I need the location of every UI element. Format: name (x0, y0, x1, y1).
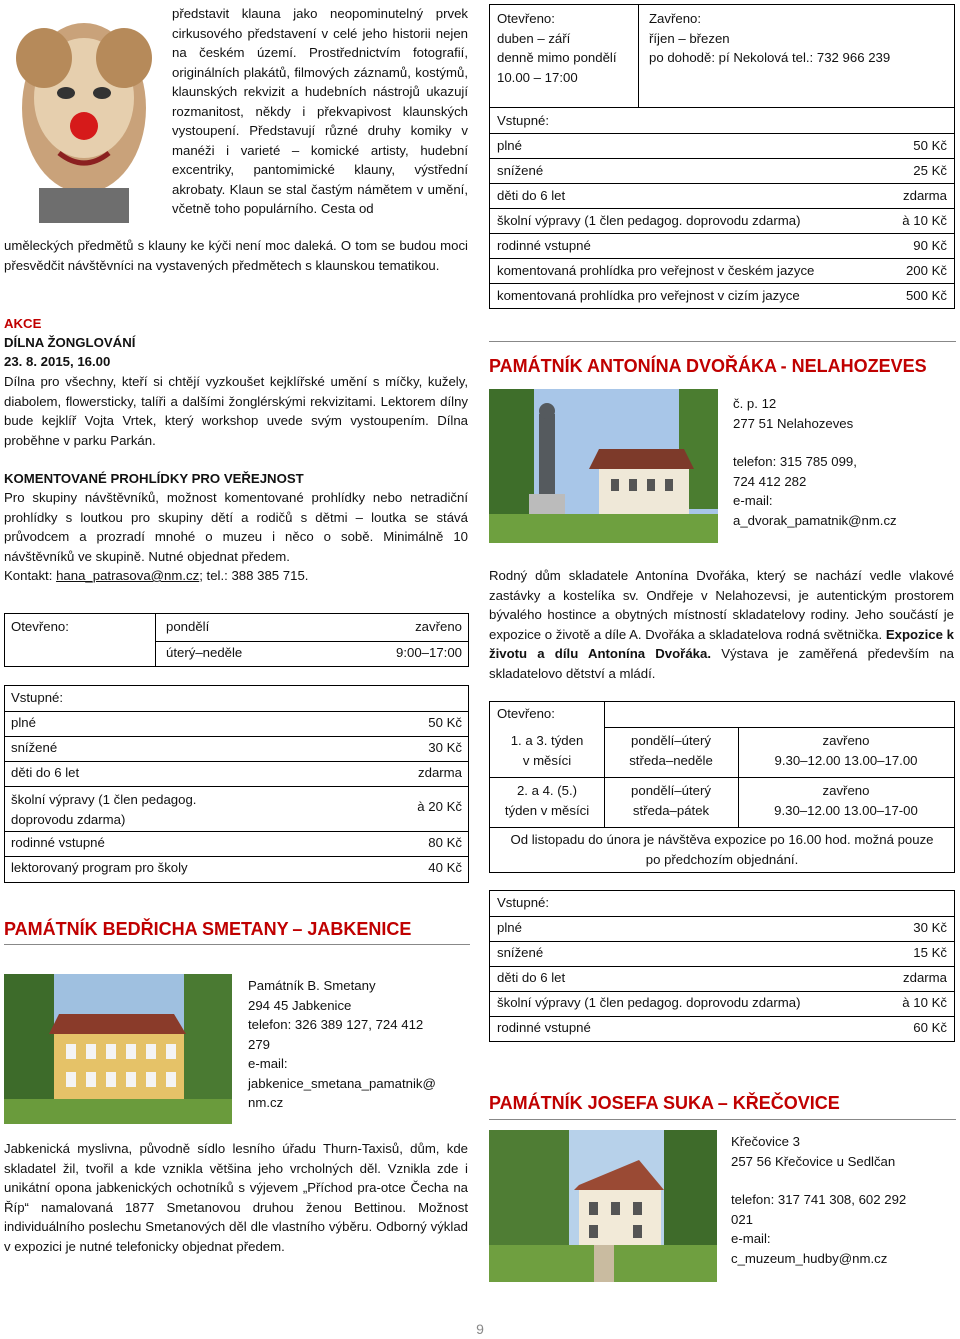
closed-label: Zavřeno: (649, 11, 702, 26)
price-value-2: 15 Kč (913, 945, 947, 960)
hours-days-2 (604, 781, 738, 820)
dvorak-subtitle: - NELAHOZEVES (780, 356, 927, 376)
clown-text-top: představit klauna jako neopominutelný prvek cirkusového představení v celé jeho historii nejen na českém území. Prostřednictvím fotografií, originálních plakátů, filmových záznamů, kostýmů, klaunských rekvizit a hudebních nástrojů ukazují rozmanitost, někdy i překvapivost klaunských vystoupení. Představují různé druhy komiky v manéži i varieté – komické artisty, hudební excentriky, pantomimické klauny, výstřední akrobaty. Klaun se stal častým námětem v umění, včetně toho populárního. Cesta od (172, 6, 468, 216)
price-name-3: děti do 6 let (497, 188, 566, 203)
akce-title: DÍLNA ŽONGLOVÁNÍ (4, 335, 136, 350)
akce-text: Dílna pro všechny, kteří si chtějí vyzkoušet kejklířské umění s míčky, kužely, diabolem, flowersticky, talíři a dalšími žonglérskými rekvizitami. Lektorem dílny bude kejklíř Vojta Vrtek, který workshop uvede svým vystoupením. Dílna proběhne v parku Parkán. (4, 374, 468, 448)
smetana-text: Jabkenická myslivna, původně sídlo lesního úřadu Thurn-Taxisů, dům, kde skladatel žil, tvořil a kde vznikla většina jeho vrcholných děl. Vznikla zde i unikátní opona jabkenických ochotníků s výjevem „Příchod pra-otce Čecha na Říp“ namalovaná 1877 Smetanovou druhou ženou Bettinou. Možnost individuálního poslechu Smetanových děl dle vlastního výběru. Odborný výklad v expozici je nutné telefonicky objednat předem. (4, 1141, 468, 1254)
suk-heading (489, 1093, 956, 1120)
dvorak-heading (489, 341, 956, 377)
hours-week-1 (490, 731, 604, 770)
suk-title: PAMÁTNÍK JOSEFA SUKA (489, 1093, 715, 1113)
hours-week-2-line: 2. a 4. (5.) (516, 783, 578, 798)
suk-contact-line: 021 (731, 1211, 754, 1227)
price-name-5: rodinné vstupné (497, 1020, 591, 1035)
dvorak-address-line: 277 51 Nelahozeves (733, 415, 854, 431)
price-name-1: plné (11, 715, 36, 730)
price-name-2: snížené (497, 945, 544, 960)
hours-time-closed: zavřeno (822, 733, 870, 748)
hours-week-1-line: 1. a 3. týden (510, 733, 584, 748)
hours-times-1 (738, 731, 954, 770)
hours-week-2 (490, 781, 604, 820)
dvorak-address-line: č. p. 12 (733, 396, 777, 411)
dvorak-price-table (489, 890, 955, 1042)
smetana-address (248, 976, 436, 1113)
open-time: 10.00 – 17:00 (497, 69, 578, 85)
hours-days-1-line: středa–neděle (629, 752, 713, 768)
hours-day-1: pondělí (166, 619, 210, 634)
price-label: Vstupné: (497, 895, 550, 910)
price-value-5: 80 Kč (428, 835, 462, 850)
price-name-2: snížené (11, 740, 58, 755)
hours-time-2: 9:00–17:00 (395, 645, 462, 660)
price-value-5: 90 Kč (913, 238, 947, 253)
dvorak-address (733, 394, 853, 433)
dvorak-text-2: Výstava je zaměřená především na skladatelovo dětství a mládí. (489, 646, 954, 681)
price-value-3: zdarma (418, 765, 462, 780)
page-number: 9 (476, 1321, 484, 1337)
hours-time-open: 9.30–12.00 13.00–17.00 (774, 752, 918, 768)
jabkenice-house-photo (4, 974, 232, 1124)
kobylisy-open-table (489, 4, 955, 309)
price-name-1: plné (497, 138, 522, 153)
price-value-6: 200 Kč (905, 263, 947, 278)
price-value-4: à 10 Kč (902, 213, 947, 228)
smetana-email[interactable]: nm.cz (248, 1095, 284, 1110)
price-value-3: zdarma (903, 970, 947, 985)
dvorak-contact-line: telefon: 315 785 099, (733, 454, 857, 469)
closed-months: říjen – březen (649, 30, 730, 46)
price-name-3: děti do 6 let (497, 970, 566, 985)
price-name-6: komentovaná prohlídka pro veřejnost v českém jazyce (497, 263, 815, 278)
open-label: Otevřeno: (497, 11, 555, 26)
hours-label: Otevřeno: (11, 619, 69, 634)
komentovane-title: KOMENTOVANÉ PROHLÍDKY PRO VEŘEJNOST (4, 471, 304, 486)
price-value-6: 40 Kč (428, 860, 462, 875)
price-value-3: zdarma (903, 188, 947, 203)
dvorak-contact (733, 452, 897, 530)
price-name-5: rodinné vstupné (11, 835, 105, 850)
price-value-7: 500 Kč (905, 288, 947, 303)
suk-contact (731, 1190, 906, 1268)
open-block (497, 9, 617, 87)
price-value-4: à 10 Kč (902, 995, 947, 1010)
left-price-table (4, 685, 469, 883)
hours-day-2: úterý–neděle (166, 645, 243, 660)
price-value-1: 50 Kč (913, 138, 947, 153)
price-name-2: snížené (497, 163, 544, 178)
contact-prefix: Kontakt: (4, 568, 57, 583)
dvorak-note: Od listopadu do února je návštěva expozice po 16.00 hod. možná pouze po předchozím objednání. (510, 832, 934, 867)
dvorak-title: PAMÁTNÍK ANTONÍNA DVOŘÁKA (489, 356, 777, 376)
dvorak-contact-line: e-mail: (733, 493, 773, 508)
price-name-5: rodinné vstupné (497, 238, 591, 253)
dvorak-text-bold: Expozice k životu a dílu Antonína Dvořáka. (489, 626, 954, 661)
clown-sculpture-photo (4, 8, 164, 223)
price-label: Vstupné: (497, 113, 550, 128)
smetana-address-line: 279 (248, 1036, 271, 1052)
clown-text-bottom: uměleckých předmětů s klauny ke kýči není moc daleká. O tom se budou moci přesvědčit návštěvníci na vystavených předmětech s klaunskou tematikou. (4, 238, 468, 273)
dvorak-text-1: Rodný dům skladatele Antonína Dvořáka, který se nachází vedle vlakové zastávky a kostelíka sv. Ondřeje v Nelahozevsi, je autentickým prostorem bývalého hostince a obytných místností skladatelovy rodiny. Jeho součástí je expozice o životě a díle A. Dvořáka a skladatelova rodná světnička. (489, 568, 954, 642)
dvorak-statue-photo (489, 389, 718, 543)
price-name-4: školní výpravy (1 člen pedagog. doprovodu zdarma) (11, 792, 197, 827)
contact-email-link[interactable]: hana_patrasova@nm.cz (56, 568, 200, 583)
hours-time-closed: zavřeno (822, 783, 870, 798)
price-value-5: 60 Kč (913, 1020, 947, 1035)
price-name-4: školní výpravy (1 člen pedagog. doprovodu zdarma) (497, 995, 801, 1010)
suk-email[interactable]: c_muzeum_hudby@nm.cz (731, 1250, 888, 1266)
komentovane-text: Pro skupiny návštěvníků, možnost komentované prohlídky nebo netradiční prohlídky s loutkou pro skupiny dětí a rodičů s dětmi – loutka se stává průvodcem a prozradí mnohé o muzeu i něco o sobě. Minimálně 10 návštěvníků ve skupině. Nutné objednat předem. (4, 490, 468, 564)
hours-time-1: zavřeno (415, 619, 462, 634)
dvorak-email[interactable]: a_dvorak_pamatnik@nm.cz (733, 512, 897, 528)
price-value-2: 25 Kč (913, 163, 947, 178)
dvorak-text (489, 566, 954, 683)
price-name-4: školní výpravy (1 člen pedagog. doprovodu zdarma) (497, 213, 801, 228)
komentovane-contact (4, 566, 308, 586)
hours-week-2-line: týden v měsíci (504, 802, 590, 818)
price-name-1: plné (497, 920, 522, 935)
hours-week-1-line: v měsíci (522, 752, 572, 768)
suk-contact-line: telefon: 317 741 308, 602 292 (731, 1192, 907, 1207)
dvorak-hours-table (489, 701, 955, 873)
smetana-address-line: 294 45 Jabkenice (248, 997, 352, 1013)
smetana-address-line: telefon: 326 389 127, 724 412 (248, 1017, 424, 1032)
hours-days-1 (604, 731, 738, 770)
smetana-address-line: Památník B. Smetany (248, 978, 376, 993)
hours-days-1-line: pondělí–úterý (631, 733, 711, 748)
price-name-7: komentovaná prohlídka pro veřejnost v cizím jazyce (497, 288, 800, 303)
smetana-address-line: e-mail: (248, 1056, 288, 1071)
akce-date: 23. 8. 2015, 16.00 (4, 354, 111, 369)
dvorak-contact-line: 724 412 282 (733, 473, 807, 489)
suk-subtitle: – KŘEČOVICE (717, 1093, 840, 1113)
suk-house-photo (489, 1130, 717, 1282)
hours-times-2 (738, 781, 954, 820)
price-value-2: 30 Kč (428, 740, 462, 755)
price-value-1: 50 Kč (428, 715, 462, 730)
smetana-subtitle: – JABKENICE (292, 919, 412, 939)
closed-block (649, 9, 890, 68)
left-hours-table (4, 613, 469, 667)
smetana-heading (4, 919, 470, 945)
hours-days-2-line: pondělí–úterý (631, 783, 711, 798)
contact-suffix: ; tel.: 388 385 715. (199, 568, 309, 583)
price-label: Vstupné: (11, 690, 64, 705)
smetana-title: PAMÁTNÍK BEDŘICHA SMETANY (4, 919, 289, 939)
dvorak-hours-label: Otevřeno: (497, 706, 555, 721)
price-value-1: 30 Kč (913, 920, 947, 935)
hours-time-open: 9.30–12.00 13.00–17-00 (774, 802, 918, 818)
open-months: duben – září (497, 30, 571, 46)
hours-days-2-line: středa–pátek (632, 802, 710, 818)
suk-address-line: Křečovice 3 (731, 1134, 800, 1149)
price-name-6: lektorovaný program pro školy (11, 860, 188, 875)
open-days: denně mimo pondělí (497, 50, 617, 65)
suk-address-line: 257 56 Křečovice u Sedlčan (731, 1153, 896, 1169)
suk-address (731, 1132, 895, 1171)
suk-contact-line: e-mail: (731, 1231, 771, 1246)
akce-label: AKCE (4, 316, 42, 331)
price-value-4: à 20 Kč (417, 799, 462, 814)
price-name-3: děti do 6 let (11, 765, 80, 780)
smetana-email[interactable]: jabkenice_smetana_pamatnik@ (248, 1075, 436, 1091)
closed-note: po dohodě: pí Nekolová tel.: 732 966 239 (649, 50, 891, 65)
